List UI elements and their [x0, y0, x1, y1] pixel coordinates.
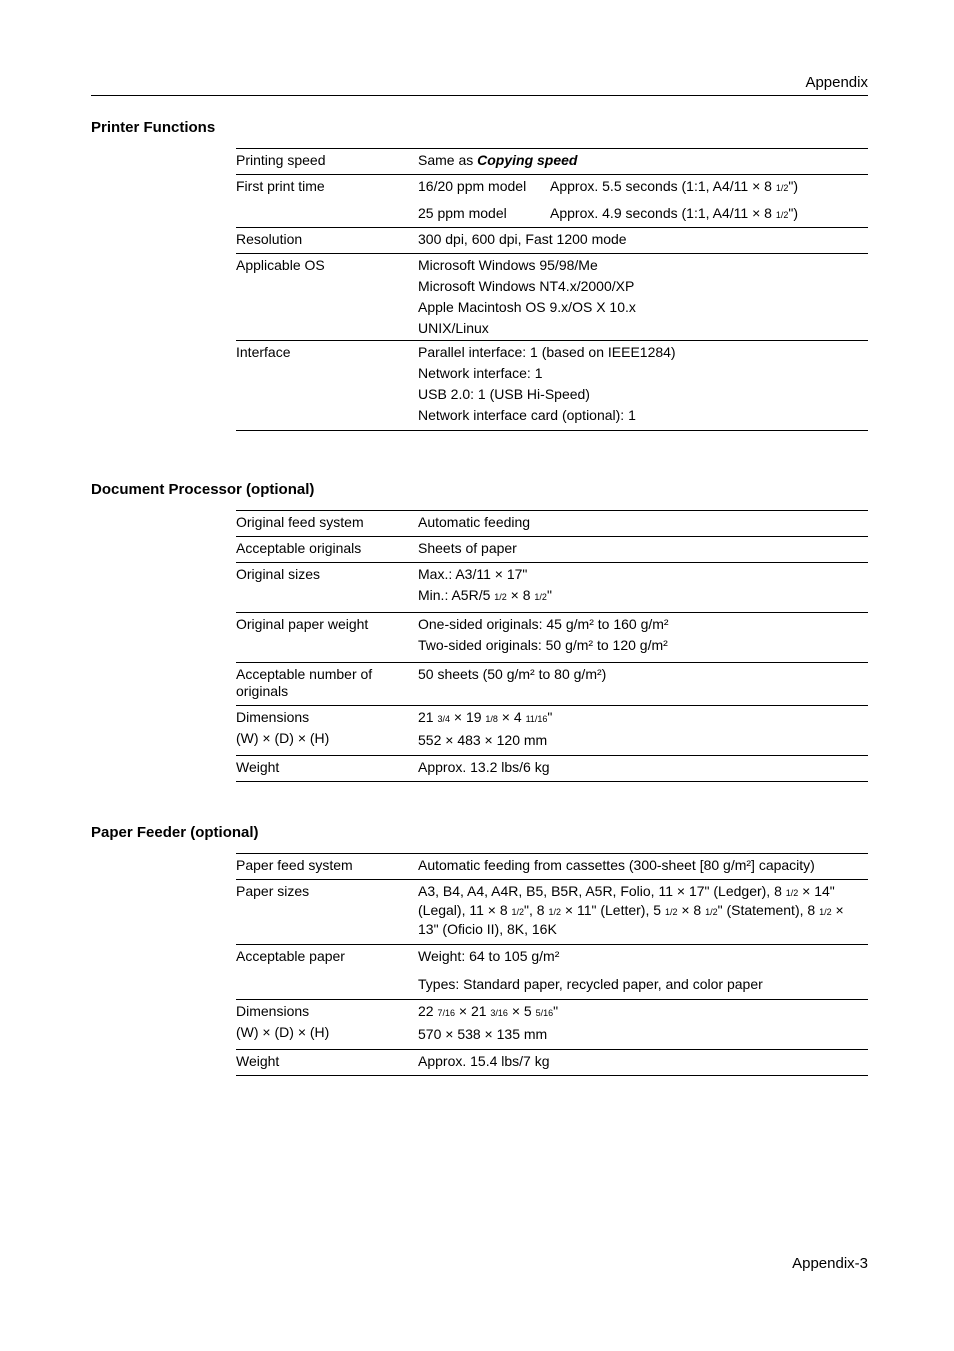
- row-label: Acceptable paper: [236, 948, 345, 964]
- table-row: [236, 1050, 868, 1076]
- row-value: Same as Copying speed: [418, 152, 578, 168]
- row-value: Automatic feeding: [418, 514, 531, 530]
- row-label: Weight: [236, 759, 280, 775]
- row-label: Original sizes: [236, 566, 321, 582]
- table-row: [236, 663, 868, 706]
- header-title: Appendix: [805, 74, 868, 91]
- row-value: Sheets of paper: [418, 540, 517, 556]
- table-row: [236, 537, 868, 563]
- row-value: 50 sheets (50 g/m² to 80 g/m²): [418, 666, 607, 682]
- row-value: Approx. 15.4 lbs/7 kg: [418, 1053, 550, 1069]
- row-value: Weight: 64 to 105 g/m² Types: Standard paper, recycled paper, and color paper: [418, 948, 763, 992]
- printer-spec-table: [236, 148, 868, 431]
- table-row: [236, 175, 868, 228]
- table-row: [236, 945, 868, 1000]
- table-row: [236, 880, 868, 945]
- page-header: [91, 72, 868, 96]
- row-value: 300 dpi, 600 dpi, Fast 1200 mode: [418, 231, 627, 247]
- table-row: [236, 228, 868, 254]
- table-row: [236, 563, 868, 613]
- row-value: Microsoft Windows 95/98/Me Microsoft Windows NT4.x/2000/XP Apple Macintosh OS 9.x/OS X 10.x UNIX/Linux: [418, 257, 636, 336]
- row-value: Approx. 13.2 lbs/6 kg: [418, 759, 550, 775]
- table-row: [236, 756, 868, 782]
- row-value: 22 7/16 × 21 3/16 × 5 5/16" 570 × 538 × 135 mm: [418, 1003, 559, 1042]
- row-label: Interface: [236, 344, 291, 360]
- row-label: Printing speed: [236, 152, 326, 168]
- copying-speed-ref: Copying speed: [477, 152, 578, 168]
- section-title-feeder: Paper Feeder (optional): [91, 824, 259, 841]
- row-label: Dimensions (W) × (D) × (H): [236, 709, 330, 746]
- row-label: Original paper weight: [236, 616, 369, 632]
- row-label: Paper feed system: [236, 857, 353, 873]
- row-label: Dimensions (W) × (D) × (H): [236, 1003, 330, 1040]
- row-value: Parallel interface: 1 (based on IEEE1284) Network interface: 1 USB 2.0: 1 (USB Hi-Speed) Network interface card (optional): 1: [418, 344, 676, 423]
- table-row: [236, 254, 868, 341]
- table-row: [236, 149, 868, 175]
- row-label: Original feed system: [236, 514, 364, 530]
- section-title-docproc: Document Processor (optional): [91, 481, 315, 498]
- row-value: One-sided originals: 45 g/m² to 160 g/m² Two-sided originals: 50 g/m² to 120 g/m²: [418, 616, 669, 653]
- row-label: First print time: [236, 178, 325, 194]
- table-row: [236, 613, 868, 663]
- row-label: Resolution: [236, 231, 303, 247]
- table-row: [236, 1000, 868, 1050]
- row-value: 21 3/4 × 19 1/8 × 4 11/16" 552 × 483 × 120 mm: [418, 709, 553, 748]
- row-value: Max.: A3/11 × 17" Min.: A5R/5 1/2 × 8 1/2": [418, 566, 552, 603]
- row-value: A3, B4, A4, A4R, B5, B5R, A5R, Folio, 11 × 17" (Ledger), 8 1/2 × 14" (Legal), 11 × 8 1/2", 8 1/2 × 11" (Letter), 5 1/2 × 8 1/2" (Statement), 8 1/2 × 13" (Oficio II), 8K, 16K: [418, 883, 844, 937]
- feeder-spec-table: [236, 853, 868, 1076]
- docproc-spec-table: [236, 510, 868, 782]
- table-row: [236, 341, 868, 431]
- row-label: Applicable OS: [236, 257, 325, 273]
- table-row: [236, 706, 868, 756]
- row-label: Paper sizes: [236, 883, 310, 899]
- row-label: Weight: [236, 1053, 280, 1069]
- row-value: Automatic feeding from cassettes (300-sheet [80 g/m²] capacity): [418, 857, 815, 873]
- section-title-printer: Printer Functions: [91, 119, 216, 136]
- table-row: [236, 854, 868, 880]
- row-value: 16/20 ppm model Approx. 5.5 seconds (1:1, A4/11 × 8 1/2") 25 ppm model Approx. 4.9 seconds (1:1, A4/11 × 8 1/2"): [418, 178, 798, 221]
- page-number: Appendix-3: [792, 1255, 868, 1272]
- row-label: Acceptable originals: [236, 540, 362, 556]
- table-row: [236, 511, 868, 537]
- row-label: Acceptable number of originals: [236, 666, 373, 699]
